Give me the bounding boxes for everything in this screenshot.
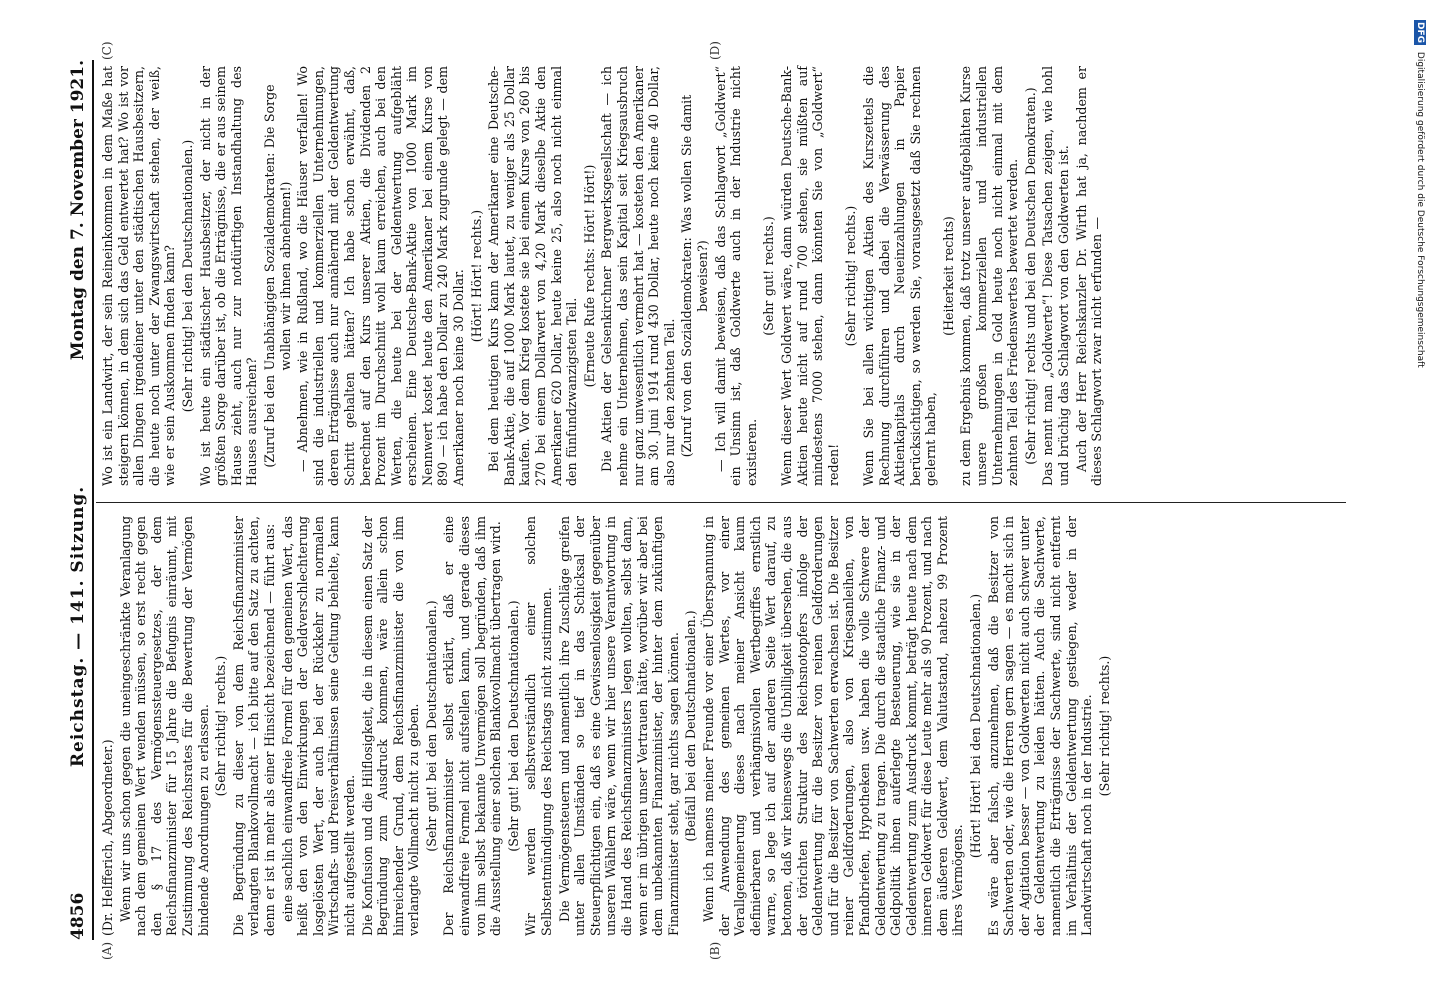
paragraph: Die Begründung zu dieser von dem Reichsfinanzminister verlangten Blankovollmacht — ich bitte auf den Satz zu achten, denn er ist in mehr als einer Hinsicht bezeichnend — führt aus: (230, 516, 277, 936)
interjection: (Hört! Hört! bei den Deutschnationalen.) (968, 593, 984, 859)
paragraph: Wenn Sie bei allen wichtigen Aktien des Kurszettels die Rechnung durchführen und dabei die Verwässerung des Aktienkapitals durch Neueinzahlungen in Papier berücksichtigen, so werden Sie, vorausgesetzt daß Sie rechnen gelernt haben, (860, 66, 939, 486)
interjection: (Sehr gut! rechts.) (761, 216, 777, 336)
digitization-text: Digitalisierung gefördert durch die Deutsche Forschungsgemeinschaft (1415, 51, 1425, 368)
interjection: (Sehr richtig! rechts und bei den Deutschen Demokraten.) (1022, 87, 1038, 465)
margin-mark-d: (D) (708, 41, 722, 60)
page-header (62, 60, 94, 940)
paragraph: — Ich will damit beweisen, daß das Schlagwort „Goldwert“ ein Unsinn ist, daß Goldwerte auch in der Industrie nicht existieren. (712, 66, 759, 486)
paragraph: Bei dem heutigen Kurs kann der Amerikaner eine Deutsche-Bank-Aktie, die auf 1000 Mark lautet, zu weniger als 25 Dollar kaufen. Vor dem Krieg kostete sie bei einem Kurse von 260 bis 270 bei einem Dollarwert von 4,20 Mark dieselbe Aktie den Amerikaner 620 Dollar, heute keine 25, also noch nicht einmal den fünfundzwanzigsten Teil. (486, 66, 580, 486)
paragraph: Wenn ich namens meiner Freunde vor einer Überspannung in der Anwendung des gemeinen Wertes, vor einer Verallgemeinerung dieses nach meiner Ansicht kaum definierbaren und verhängnisvollen Wertbegriffes ernstlich warne, so lege ich auf der anderen Seite Wert darauf, zu betonen, daß wir keineswegs die Unbilligkeit übersehen, die aus der törichten Struktur des Reichsnotopfers infolge der Geldentwertung für die Besitzer von reinen Geldforderungen und für die Besitzer von Sachwerten erwachsen ist. Die Besitzer reiner Geldforderungen, also von Kriegsanleihen, von Pfandbriefen, Hypotheken usw. haben die volle Schwere der Geldentwertung zu tragen. Die durch die staatliche Finanz- und Geldpolitik ihnen auferlegte Besteuerung, wie sie in der Geldentwertung zum Ausdruck kommt, beträgt heute nach dem inneren Geldwert für diese Leute mehr als 90 Prozent, und nach dem äußeren Geldwert, dem Valutastand, nahezu 99 Prozent ihres Vermögens. (700, 516, 966, 936)
interjection: (Beifall bei den Deutschnationalen.) (683, 610, 699, 842)
interjection: (Zuruf von den Sozialdemokraten: Was wollen Sie damit beweisen?) (679, 94, 710, 458)
interjection: (Heiterkeit rechts) (940, 216, 956, 336)
paragraph: Die Vermögensteuern und namentlich ihre Zuschläge greifen unter allen Umständen so tief in das Schicksal der Steuerpflichtigen ein, daß es eine Gewissenlosigkeit gegenüber unseren Wählern wäre, wenn wir hier unsere Verantwortung in die Hand des Reichsfinanzministers legen wollten, selbst dann, wenn er im übrigen unser Vertrauen hätte, worüber wir aber bei dem unbekannten Finanzminister, der hinter dem zukünftigen Finanzminister steht, gar nichts sagen können. (556, 516, 681, 936)
paragraph: Die Konfusion und die Hilflosigkeit, die in diesem einen Satz der Begründung zum Ausdruck kommen, wäre allein schon hinreichender Grund, dem Reichsfinanzminister die von ihm verlangte Vollmacht nicht zu geben. (359, 516, 422, 936)
paragraph: Wo ist heute ein städtischer Hausbesitzer, der nicht in der größten Sorge darüber ist, ob die Erträgnisse, die er aus seinem Hause zieht, auch nur zur notdürftigen Instandhaltung des Hauses ausreichen? (197, 66, 260, 486)
paragraph: Es wäre aber falsch, anzunehmen, daß die Besitzer von Sachwerten oder, wie die Herren gern sagen — es macht sich in der Agitation besser — von Goldwerten nicht auch schwer unter der Geldentwertung zu leiden hätten. Auch die Sachwerte, namentlich die Erträgnisse der Sachwerte, sind nicht entfernt im Verhältnis der Geldentwertung gestiegen, weder in der Landwirtschaft noch in der Industrie. (985, 516, 1095, 936)
speaker-line: (Dr. Helfferich, Abgeordneter.) (100, 739, 115, 936)
interjection: (Sehr richtig! rechts.) (213, 655, 229, 797)
interjection: (Sehr richtig! rechts.) (1096, 655, 1112, 797)
paragraph: Der Reichsfinanzminister selbst erklärt, daß er eine einwandfreie Formel nicht aufstellen kann, und gerade dieses von ihm selbst bekannte Unvermögen soll begründen, daß ihm die Ausstellung einer solchen Blankovollmacht übertragen wird. (441, 516, 504, 936)
interjection: (Sehr gut! bei den Deutschnationalen.) (505, 600, 521, 852)
quotation: eine sachlich einwandfreie Formel für den gemeinen Wert, das heißt den von den Einwirkungen der Geldverschlechterung losgelösten Wert, der auch bei der Rückkehr zu normalen Wirtschafts- und Preisverhältnissen seine Geltung behielte, kann nicht aufgestellt werden. (279, 516, 357, 936)
paragraph: — Abnehmen, wie in Rußland, wo die Häuser verfallen! Wo sind die industriellen und kommerziellen Unternehmungen, deren Erträgnisse auch nur annähernd mit der Geldentwertung Schritt gehalten hätten? Ich habe schon erwähnt, daß, berechnet auf den Kurs unserer Aktien, die Dividenden 2 Prozent im Durchschnitt wohl kaum erreichen, auch bei den Werten, die heute bei der Geldentwertung aufgebläht erscheinen. Eine Deutsche-Bank-Aktie von 1000 Mark im Nennwert kostet heute den Amerikaner bei einem Kurse von 890 — ich habe den Dollar zu 240 Mark zugrunde gelegt — dem Amerikaner noch keine 30 Dollar. (295, 66, 467, 486)
interjection: (Zuruf bei den Unabhängigen Sozialdemokraten: Die Sorge wollen wir ihnen abnehmen!) (261, 84, 293, 468)
margin-mark-a: (A) (100, 941, 114, 960)
paragraph: Wenn wir uns schon gegen die uneingeschränkte Veranlagung nach dem gemeinen Wert wenden müssen, so erst recht gegen den § 17 des Vermögenssteuergesetzes, der dem Reichsfinanzminister für 15 Jahre die Befugnis einräumt, mit Zustimmung des Reichsrates für die Bewertung der Vermögen bindende Anordnungen zu erlassen. (117, 516, 211, 936)
digitization-note (1414, 20, 1426, 368)
paragraph: Wenn dieser Wert Goldwert wäre, dann würden Deutsche-Bank-Aktien heute nicht auf rund 700 stehen, sie müßten auf mindestens 7000 stehen, dann könnten Sie von „Goldwert“ reden! (778, 66, 841, 486)
interjection: (Sehr richtig! rechts.) (843, 205, 859, 347)
right-text-column (100, 66, 1107, 486)
interjection: (Sehr gut! bei den Deutschnationalen.) (423, 600, 439, 852)
session-title: Reichstag. — 141. Sitzung. (68, 485, 88, 768)
margin-mark-c: (C) (100, 41, 114, 60)
interjection: (Sehr richtig! bei den Deutschnationalen.) (179, 139, 195, 413)
session-date: Montag den 7. November 1921. (68, 60, 88, 361)
margin-mark-b: (B) (708, 941, 722, 960)
paragraph: Das nennt man „Goldwerte“! Diese Tatsachen zeigen, wie hohl und brüchig das Schlagwort von den Goldwerten ist. (1040, 66, 1072, 486)
page-number: 4856 (68, 892, 88, 940)
paragraph: Die Aktien der Gelsenkirchner Bergwerksgesellschaft — ich nehme ein Unternehmen, das sein Kapital seit Kriegsausbruch nur ganz unwesentlich vermehrt hat — kosteten den Amerikaner am 30. Juni 1914 rund 430 Dollar, heute noch keine 40 Dollar, also nur den zehnten Teil. (599, 66, 677, 486)
interjection: (Erneute Rufe rechts: Hört! Hört!) (581, 164, 597, 388)
left-text-column (100, 516, 1114, 936)
paragraph: Wir werden selbstverständlich einer solchen Selbstentmündigung des Reichstags nicht zustimmen. (523, 516, 555, 936)
paragraph: Auch der Herr Reichskanzler Dr. Wirth hat ja, nachdem er dieses Schlagwort zwar nicht erfunden — (1073, 66, 1105, 486)
interjection: (Hört! Hört! rechts.) (468, 209, 484, 343)
dfg-logo: DFG (1415, 22, 1425, 44)
column-divider (96, 502, 1346, 503)
paragraph: zu dem Ergebnis kommen, daß trotz unserer aufgeblähten Kurse unsere großen kommerziellen und industriellen Unternehmungen in Gold heute noch nicht einmal mit dem zehnten Teil des Friedenswertes bewertet werden. (958, 66, 1021, 486)
paragraph: Wo ist ein Landwirt, der sein Reineinkommen in dem Maße hat steigern können, in dem sich das Geld entwertet hat? Wo ist vor allen Dingen irgendeiner unter den städtischen Hausbesitzern, die heute noch unter der Zwangswirtschaft stehen, der weiß, wie er sein Auskommen finden kann? (100, 66, 178, 486)
